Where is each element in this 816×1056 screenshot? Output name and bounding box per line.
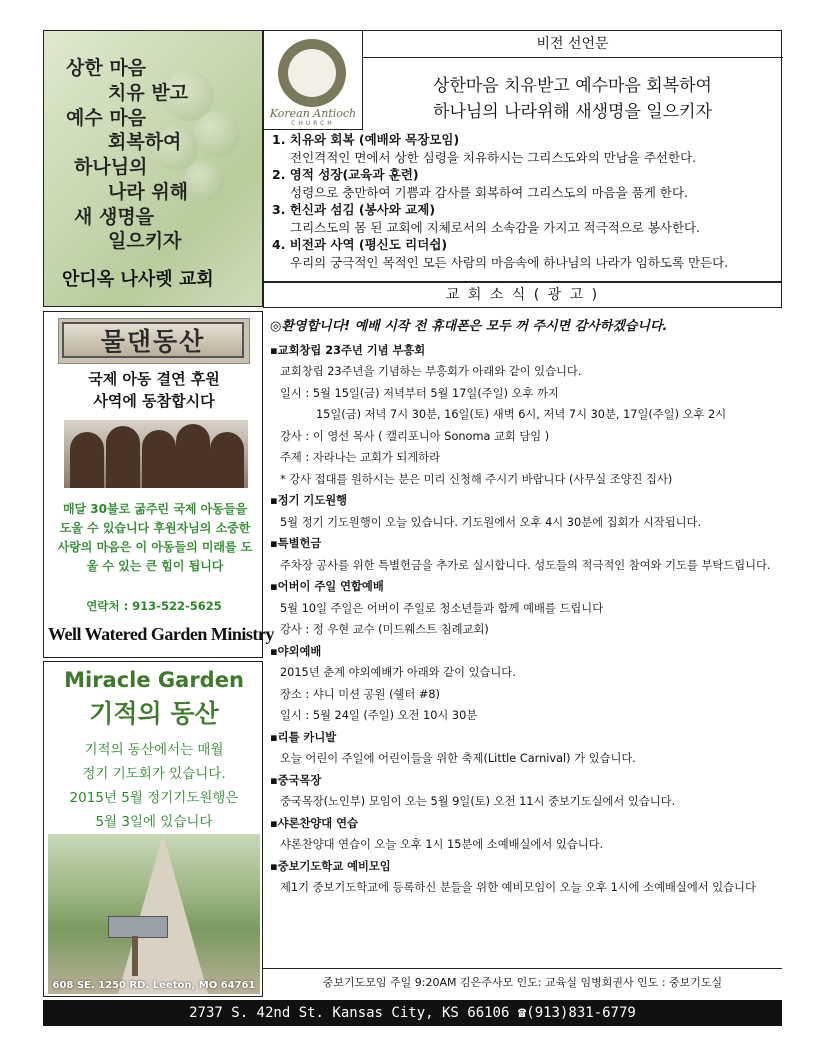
prayer-schedule: 중보기도모임 주일 9:20AM 김은주사모 인도: 교육실 임병회권사 인도 : 중보기도실 (263, 968, 782, 997)
ad1-ministry-name: Well Watered Garden Ministry (48, 624, 274, 644)
vision-item-title: 1. 치유와 회복 (예배와 목장모임) (272, 132, 460, 147)
child-figure (142, 430, 176, 488)
ad2-text-line: 정기 기도회가 있습니다. (82, 766, 226, 782)
slogan-line: 새 생명을 (74, 206, 155, 228)
ad2-text-line: 기적의 동산에서는 매월 (84, 742, 224, 758)
news-item-title: ▪정기 기도원행 (270, 494, 348, 507)
logo-subtext: CHURCH (291, 120, 335, 127)
news-item-line: 오늘 어린이 주일에 어린이들을 위한 축제(Little Carnival) 가 있습니다. (280, 752, 636, 765)
news-item-line: * 강사 접대를 원하시는 분은 미리 신청해 주시기 바랍니다 (사무실 조양진 집사) (280, 472, 673, 486)
vision-item-title: 4. 비전과 사역 (평신도 리더쉽) (272, 237, 448, 252)
slogan-line: 하나님의 (74, 156, 148, 178)
news-item-title: ▪특별헌금 (270, 537, 322, 550)
slogan-line: 치유 받고 (108, 82, 189, 104)
logo-emblem-inner (288, 49, 336, 97)
ad1-description: 매달 30불로 굶주린 국제 아동들을 도울 수 있습니다 후원자님의 소중한 사랑의 마음은 이 아동들의 미래를 도울 수 있는 큰 힘이 됩니다 (57, 502, 253, 573)
news-item-title: ▪야외예배 (270, 644, 322, 658)
mailbox-icon (108, 916, 168, 938)
news-item-line: 강사 : 이 영선 목사 ( 캘리포니아 Sonoma 교회 담임 ) (280, 429, 550, 443)
news-item-title: ▪어버이 주일 연합예배 (270, 580, 384, 593)
news-item-title: ▪샤론찬양대 연습 (270, 816, 358, 830)
news-item-line: 주제 : 자라나는 교회가 되게하라 (280, 451, 441, 464)
news-item-line: 주차장 공사를 위한 특별헌금을 추가로 실시합니다. 성도들의 적극적인 참여와 기도를 부탁드립니다. (280, 558, 771, 572)
slogan-line: 회복하여 (108, 131, 182, 153)
ad1-contact: 연락처 : 913-522-5625 (86, 599, 222, 613)
ad-well-watered-garden (43, 311, 274, 658)
ad2-title-en: Miracle Garden (64, 668, 244, 692)
news-item-title: ▪중보기도학교 예비모임 (270, 859, 391, 873)
news-item-title: ▪교회창립 23주년 기념 부흥회 (270, 343, 426, 357)
child-figure (210, 432, 244, 488)
ad1-title: 물댄동산 (62, 322, 244, 358)
church-logo (264, 31, 363, 130)
child-figure (106, 426, 140, 488)
news-item-line: 5월 10일 주일은 어버이 주일로 청소년들과 함께 예배를 드립니다 (280, 601, 604, 615)
footer-address: 2737 S. 42nd St. Kansas City, KS 66106 ☎(913)831-6779 (43, 1000, 782, 1026)
grape-decoration (194, 111, 240, 157)
ad2-text-line: 5월 3일에 있습니다 (95, 814, 213, 830)
news-item-line: 15일(금) 저녁 7시 30분, 16일(토) 새벽 6시, 저녁 7시 30분, 17일(주일) 오후 2시 (316, 408, 727, 421)
news-item-line: 2015년 춘계 야외예배가 아래와 같이 있습니다. (280, 666, 516, 679)
country-road-photo (48, 834, 260, 994)
news-item-line: 일시 : 5월 24일 (주일) 오전 10시 30분 (280, 709, 478, 722)
slogan-panel (43, 30, 263, 307)
news-list (270, 316, 775, 899)
ad1-tagline (44, 368, 264, 412)
news-item-line: 강사 : 정 우현 교수 (미드웨스트 침례교회) (280, 623, 489, 636)
child-figure (176, 424, 210, 488)
welcome-message: ◎환영합니다! 예배 시작 전 휴대폰은 모두 꺼 주시면 감사하겠습니다. (270, 319, 668, 334)
ad1-tagline-line: 국제 아동 결연 후원 (88, 370, 220, 388)
children-photo (64, 420, 248, 488)
news-item-line: 샤론찬양대 연습이 오늘 오후 1시 15분에 소예배실에서 있습니다. (280, 838, 604, 851)
church-name: 안디옥 나사렛 교회 (62, 269, 214, 290)
vision-list (272, 131, 777, 271)
grape-decoration (184, 161, 224, 201)
news-item-line: 장소 : 샤니 미션 공원 (쉘터 #8) (280, 687, 440, 701)
ad2-text-line: 2015년 5월 정기기도원행은 (69, 790, 239, 806)
news-item-line: 5월 정기 기도원행이 오늘 있습니다. 기도원에서 오후 4시 30분에 집회가 시작됩니다. (280, 515, 702, 529)
news-item-line: 제1기 중보기도학교에 등록하신 분들을 위한 예비모임이 오늘 오후 1시에 소예배실에서 있습니다 (280, 881, 756, 894)
ad-miracle-garden (43, 661, 263, 997)
vision-item-title: 2. 영적 성장(교육과 훈련) (272, 167, 419, 182)
ad2-description (44, 738, 263, 834)
logo-text: Korean Antioch (269, 107, 357, 120)
news-item-title: ▪중국목장 (270, 773, 322, 787)
ad2-title-ko: 기적의 동산 (89, 699, 219, 728)
child-figure (70, 432, 104, 488)
ad1-tagline-line: 사역에 동참합시다 (93, 392, 215, 410)
vision-title: 비전 선언문 (362, 31, 783, 58)
news-item-line: 일시 : 5월 15일(금) 저녁부터 5월 17일(주일) 오후 까지 (280, 386, 559, 400)
mailbox-post (132, 936, 138, 976)
slogan-line: 나라 위해 (108, 181, 189, 203)
slogan-line: 일으키자 (108, 230, 182, 252)
vision-section (263, 30, 782, 282)
ad2-address: 608 SE. 1250 RD. Leeton, MO 64761 (52, 980, 256, 991)
vision-statement: 하나님의 나라위해 새생명을 일으키자 (433, 102, 712, 122)
news-item-line: 중국목장(노인부) 모임이 오는 5월 9일(토) 오전 11시 중보기도실에서 있습니다. (280, 795, 676, 808)
news-header: 교 회 소 식 ( 광 고 ) (263, 282, 782, 308)
news-item-line: 교회창립 23주년을 기념하는 부흥회가 아래와 같이 있습니다. (280, 365, 582, 378)
vision-item-desc: 그리스도의 몸 된 교회에 지체로서의 소속감을 가지고 적극적으로 봉사한다. (290, 219, 701, 235)
vision-item-title: 3. 헌신과 섬김 (봉사와 교제) (272, 202, 436, 217)
news-item-title: ▪리틀 카니발 (270, 730, 337, 744)
vision-item-desc: 우리의 궁극적인 목적인 모든 사람의 마음속에 하나님의 나라가 임하도록 만든다. (290, 254, 729, 270)
vision-statement: 상한마음 치유받고 예수마음 회복하여 (433, 76, 712, 96)
vision-item-desc: 성령으로 충만하여 기쁨과 감사를 회복하여 그리스도의 마음을 품게 한다. (290, 184, 689, 200)
slogan-line: 상한 마음 (66, 57, 147, 79)
vision-item-desc: 전인격적인 면에서 상한 심령을 치유하시는 그리스도와의 만남을 주선한다. (290, 149, 697, 165)
slogan-line: 예수 마음 (66, 107, 147, 129)
